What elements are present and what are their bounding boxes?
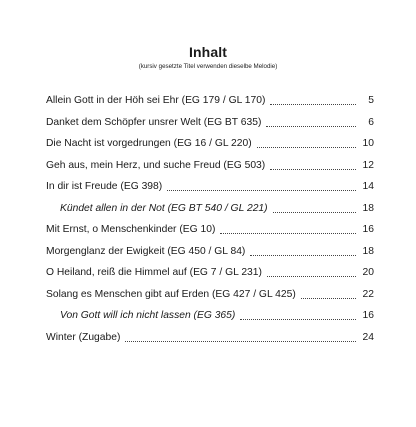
toc-entry-title: Die Nacht ist vorgedrungen (EG 16 / GL 220) bbox=[46, 138, 252, 149]
toc-entry-page-number: 10 bbox=[362, 138, 374, 149]
dot-leader bbox=[125, 341, 356, 342]
toc-entry-page-number: 16 bbox=[362, 310, 374, 321]
dot-leader bbox=[270, 104, 356, 105]
page-title: Inhalt bbox=[189, 44, 227, 60]
dot-leader bbox=[250, 255, 356, 256]
toc-entry bbox=[46, 219, 374, 241]
toc-entry-page-number: 24 bbox=[362, 331, 374, 343]
toc-entry bbox=[46, 305, 374, 327]
toc-entry bbox=[46, 262, 374, 284]
toc-entry-page-number: 16 bbox=[362, 224, 374, 235]
toc-entry-title: Winter (Zugabe) bbox=[46, 331, 121, 343]
toc-entry-title: Kündet allen in der Not (EG BT 540 / GL 221) bbox=[60, 202, 268, 214]
toc-entry bbox=[46, 327, 374, 349]
toc-entry-page-number: 12 bbox=[362, 159, 374, 171]
toc-entry bbox=[46, 155, 374, 177]
dot-leader bbox=[257, 147, 356, 148]
page-subtitle: (kursiv gesetzte Titel verwenden dieselbe Melodie) bbox=[138, 63, 278, 70]
dot-leader bbox=[301, 298, 356, 299]
toc-entry-title: O Heiland, reiß die Himmel auf (EG 7 / GL 231) bbox=[46, 267, 262, 278]
toc-entry-page-number: 20 bbox=[362, 267, 374, 278]
toc-entry-title: Allein Gott in der Höh sei Ehr (EG 179 / GL 170) bbox=[46, 95, 266, 106]
toc-entry-title: Solang es Menschen gibt auf Erden (EG 427 / GL 425) bbox=[46, 288, 296, 300]
toc-entry bbox=[46, 284, 374, 306]
toc-entry-page-number: 22 bbox=[362, 288, 374, 300]
toc-entry-title: In dir ist Freude (EG 398) bbox=[46, 181, 163, 192]
toc-entry bbox=[46, 112, 374, 134]
toc-entry bbox=[46, 90, 374, 112]
toc-entry-page-number: 18 bbox=[362, 202, 374, 214]
dot-leader bbox=[220, 233, 356, 234]
toc-entry-page-number: 18 bbox=[362, 245, 374, 257]
toc-entry bbox=[46, 198, 374, 220]
toc-entry-title: Von Gott will ich nicht lassen (EG 365) bbox=[60, 310, 236, 321]
toc-entry bbox=[46, 133, 374, 155]
dot-leader bbox=[270, 169, 356, 170]
toc-entry-title: Geh aus, mein Herz, und suche Freud (EG 503) bbox=[46, 159, 266, 171]
dot-leader bbox=[273, 212, 356, 213]
dot-leader bbox=[167, 190, 356, 191]
table-of-contents bbox=[46, 90, 374, 348]
dot-leader bbox=[266, 126, 356, 127]
dot-leader bbox=[267, 276, 356, 277]
toc-entry-title: Morgenglanz der Ewigkeit (EG 450 / GL 84) bbox=[46, 245, 246, 257]
toc-entry-page-number: 14 bbox=[362, 181, 374, 192]
toc-entry-title: Mit Ernst, o Menschenkinder (EG 10) bbox=[46, 224, 216, 235]
toc-entry bbox=[46, 176, 374, 198]
toc-entry-page-number: 5 bbox=[368, 95, 374, 106]
toc-entry-title: Danket dem Schöpfer unsrer Welt (EG BT 635) bbox=[46, 116, 262, 128]
toc-entry bbox=[46, 241, 374, 263]
toc-entry-page-number: 6 bbox=[368, 116, 374, 128]
dot-leader bbox=[240, 319, 356, 320]
